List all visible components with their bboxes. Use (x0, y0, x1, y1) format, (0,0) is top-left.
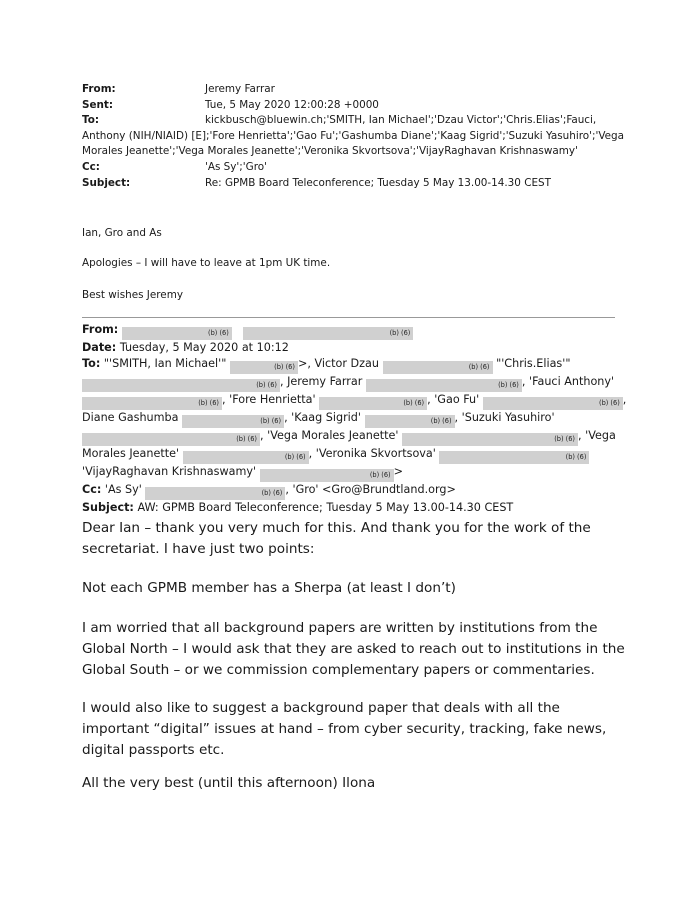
redaction-box: (b) (6) (366, 379, 522, 392)
redaction-box: (b) (6) (439, 451, 589, 464)
redaction-box: (b) (6) (82, 433, 260, 446)
recipient: 'VijayRaghavan Krishnaswamy' (82, 465, 257, 479)
subject-value: Re: GPMB Board Teleconference; Tuesday 5 May 13.00-14.30 CEST (205, 176, 551, 189)
message-paragraph: I would also like to suggest a background paper that deals with all the important “digital” issues at hand – from cyber security, tracking, fake news, digital passports etc. (82, 700, 607, 758)
redaction-box: (b) (6) (483, 397, 623, 410)
recipient: , 'Fauci Anthony' (521, 375, 615, 389)
fwd-cc-label: Cc: (82, 483, 102, 497)
recipient-separator: > (393, 465, 404, 479)
recipient: , Jeremy Farrar (280, 375, 363, 389)
message-paragraph: Dear Ian – thank you very much for this. And thank you for the work of the secretariat. I have just two points: (82, 520, 591, 557)
forwarded-header (82, 322, 627, 517)
recipient: , 'Kaag Sigrid' (284, 411, 361, 425)
separator-line (82, 317, 615, 318)
recipient: , 'Suzuki Yasuhiro' (454, 411, 555, 425)
recipient: "'SMITH, Ian Michael'" (103, 357, 227, 371)
reply-greeting: Ian, Gro and As (82, 227, 162, 239)
fwd-date-value: Tuesday, 5 May 2020 at 10:12 (119, 341, 289, 354)
email-header (82, 82, 625, 191)
redaction-box: (b) (6) (82, 397, 222, 410)
message-paragraph: All the very best (until this afternoon) Ilona (82, 775, 376, 791)
recipient: , 'Gao Fu' (427, 393, 480, 407)
redaction-box: (b) (6) (230, 361, 298, 374)
to-value-1: kickbusch@bluewin.ch;'SMITH, Ian Michael';'Dzau Victor';'Chris.Elias';Fauci, (205, 114, 597, 127)
redaction-box: (b) (6) (182, 415, 284, 428)
sent-label: Sent: (82, 98, 114, 111)
cc-value: 'As Sy';'Gro' (205, 160, 267, 173)
redaction-box: (b) (6) (122, 327, 232, 340)
fwd-date-label: Date: (82, 341, 117, 354)
recipient: , 'Vega (578, 429, 616, 443)
redaction-box: (b) (6) (243, 327, 413, 340)
recipient: Morales Jeanette' (82, 447, 180, 461)
recipient: , 'Gro' <Gro@Brundtland.org> (285, 483, 456, 497)
recipient: Victor Dzau (314, 357, 379, 371)
redaction-box: (b) (6) (260, 469, 394, 482)
to-label: To: (82, 114, 100, 127)
redaction-box: (b) (6) (82, 379, 280, 392)
redaction-box: (b) (6) (365, 415, 455, 428)
from-label: From: (82, 83, 116, 95)
redaction-box: (b) (6) (402, 433, 578, 446)
message-paragraph: I am worried that all background papers are written by institutions from the Global North – I would ask that they are asked to reach out to institutions in the Global South – or we commission complementary papers or commentaries. (82, 620, 625, 678)
recipient: 'As Sy' (104, 483, 142, 497)
message-paragraph: Not each GPMB member has a Sherpa (at least I don’t) (82, 580, 456, 596)
to-value-3: Morales Jeanette';'Vega Morales Jeanette';'Veronika Skvortsova';'VijayRaghavan Krishnaswamy' (82, 145, 578, 158)
recipient: , 'Fore Henrietta' (222, 393, 316, 407)
sent-value: Tue, 5 May 2020 12:00:28 +0000 (205, 98, 379, 111)
recipient-separator: >, (297, 357, 315, 371)
reply-line: Apologies – I will have to leave at 1pm UK time. (82, 257, 331, 269)
redaction-box: (b) (6) (383, 361, 493, 374)
recipient: Diane Gashumba (82, 411, 179, 425)
redaction-box: (b) (6) (319, 397, 427, 410)
from-value: Jeremy Farrar (205, 83, 275, 95)
redaction-box: (b) (6) (145, 487, 285, 500)
to-value-2: Anthony (NIH/NIAID) [E];'Fore Henrietta';'Gao Fu';'Gashumba Diane';'Kaag Sigrid';'Suzuki Yasuhiro';'Vega (82, 129, 625, 142)
redaction-box: (b) (6) (183, 451, 309, 464)
reply-signoff: Best wishes Jeremy (82, 289, 183, 301)
fwd-subject-value: AW: GPMB Board Teleconference; Tuesday 5 May 13.00-14.30 CEST (137, 501, 514, 515)
recipient: "'Chris.Elias'" (496, 357, 571, 371)
recipient: , 'Vega Morales Jeanette' (260, 429, 399, 443)
fwd-from-label: From: (82, 323, 119, 336)
recipient: , 'Veronika Skvortsova' (308, 447, 436, 461)
recipient-separator: , (622, 393, 627, 407)
cc-label: Cc: (82, 160, 100, 173)
fwd-to-label: To: (82, 357, 101, 371)
subject-label: Subject: (82, 176, 131, 189)
fwd-subject-label: Subject: (82, 501, 134, 515)
